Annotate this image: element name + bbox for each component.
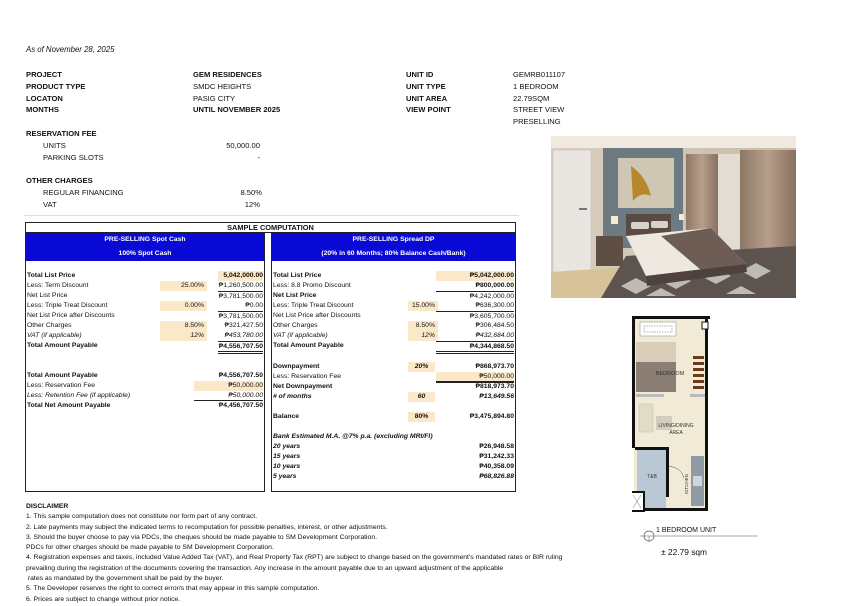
spot-cash-header-subtitle: 100% Spot Cash (118, 250, 172, 257)
vat-value: 12% (244, 200, 260, 209)
vat-label: VAT (43, 200, 57, 209)
disclaimer-title: DISCLAIMER (26, 503, 69, 510)
spread-row-vat: VAT (if applicable) 12% ₱432,684.00 (273, 332, 514, 339)
label-product-type: PRODUCT TYPE (26, 81, 86, 91)
spread-row-promo-discount: Less: 8.8 Promo Discount ₱800,000.00 (273, 282, 514, 289)
disclaimer-line: 2. Late payments may subject the indicated terms to recomputation for possible penalties, interest, or other adjustments. (26, 523, 388, 531)
label-location: LOCATON (26, 93, 63, 103)
unit-info-labels (406, 69, 451, 116)
value-location: PASIG CITY (193, 93, 236, 103)
disclaimer-line: prevailing during the registration of the documents covering the transaction. Any increase in the amount payable due to an upward adjustment of the applicable (26, 564, 504, 572)
reservation-parking-label: PARKING SLOTS (43, 153, 104, 162)
room-label-kitchen: KITCHEN (684, 474, 689, 494)
as-of-date: As of November 28, 2025 (26, 45, 115, 54)
floor-plan-unit-type: 1 BEDROOM UNIT (656, 527, 717, 534)
spread-dp-downpayment: Downpayment 20% ₱868,973.70 (273, 363, 514, 370)
label-project: PROJECT (26, 70, 62, 79)
spot-row-net-after-discounts: Net List Price after Discounts ₱3,781,500.00 (27, 312, 263, 320)
spot-net-retention-fee: Less: Retention Fee (if applicable) ₱50,000.00 (27, 392, 263, 399)
spread-dp-reservation-fee: Less: Reservation Fee ₱50,000.00 (272, 372, 515, 382)
room-label-living-area: AREA (669, 430, 683, 436)
spread-balance: Balance 80% ₱3,475,894.80 (273, 413, 514, 420)
label-view-point: VIEW POINT (406, 105, 451, 115)
spread-row-net-list-price: Net List Price ₱4,242,000.00 (273, 292, 514, 300)
spread-dp-net-downpayment: Net Downpayment ₱818,973.70 (273, 383, 514, 390)
disclaimer-line: PDCs for other charges should be made payable to SM Development Corporation. (26, 544, 274, 552)
spread-row-triple-treat: Less: Triple Treat Discount 15.00% ₱636,300.00 (273, 302, 514, 309)
bank-ma-title: Bank Estimated M.A. @7% p.a. (excluding MRI/FI) (273, 433, 433, 440)
value-unit-area: 22.79SQM (513, 93, 550, 103)
unit-info-values (513, 69, 565, 128)
disclaimer-line: rates as mandated by the government shall be paid by the buyer. (26, 575, 224, 583)
regular-financing-label: REGULAR FINANCING (43, 188, 124, 197)
bedroom-photo (551, 136, 796, 298)
spot-row-other-charges: Other Charges 8.50% ₱321,427.50 (27, 322, 263, 329)
spot-row-term-discount: Less: Term Discount 25.00% ₱1,260,500.00 (27, 282, 263, 289)
label-months: MONTHS (26, 105, 59, 115)
bank-ma-5-years: 5 years ₱68,826.88 (273, 473, 514, 480)
spread-dp-months: # of months 60 ₱13,649.56 (273, 393, 514, 400)
room-label-living: LIVING/DINING (658, 423, 694, 429)
spread-dp-header-title: PRE-SELLING Spread DP (352, 236, 435, 243)
bank-ma-15-years: 15 years ₱31,242.33 (273, 453, 514, 460)
value-sale-status: PRESELLING (513, 117, 561, 127)
label-unit-type: UNIT TYPE (406, 81, 446, 91)
spot-net-reservation-fee: Less: Reservation Fee ₱50,000.00 (27, 382, 263, 389)
reservation-units-value: 50,000.00 (226, 141, 260, 150)
value-months: UNTIL NOVEMBER 2025 (193, 105, 281, 115)
label-unit-id: UNIT ID (406, 70, 434, 79)
other-charges-title: OTHER CHARGES (26, 176, 93, 185)
sample-computation-title: SAMPLE COMPUTATION (25, 222, 516, 233)
spot-net-total-net-amount: Total Net Amount Payable ₱4,456,707.50 (27, 402, 263, 409)
spot-cash-panel (25, 232, 265, 492)
project-info-values (193, 69, 280, 116)
spot-row-vat: VAT (if applicable) 12% ₱453,780.00 (27, 332, 263, 339)
spot-row-total-amount-payable: Total Amount Payable ₱4,556,707.50 (26, 341, 264, 351)
value-unit-type: 1 BEDROOM (513, 81, 559, 91)
spread-row-other-charges: Other Charges 8.50% ₱306,484.50 (273, 322, 514, 329)
spread-row-net-after-discounts: Net List Price after Discounts ₱3,605,700.00 (273, 312, 514, 320)
spread-row-total-amount-payable: Total Amount Payable ₱4,344,868.50 (272, 341, 515, 351)
spot-cash-header-title: PRE-SELLING Spot Cash (104, 236, 186, 243)
floor-plan-area: ± 22.79 sqm (661, 547, 708, 557)
disclaimer-line: 4. Registration expenses and taxes, included Value Added Tax (VAT), and Real Property Tax (RPT) are subject to change based on the government's mandated rates or BIR ruling (26, 554, 563, 562)
spread-dp-header (272, 233, 515, 261)
reservation-parking-value: - (257, 153, 260, 162)
bank-ma-20-years: 20 years ₱26,948.58 (273, 443, 514, 450)
floor-plan (632, 316, 710, 514)
reservation-units-label: UNITS (43, 141, 66, 150)
project-info-labels (26, 69, 86, 116)
disclaimer-line: 6. Prices are subject to change without prior notice. (26, 595, 181, 603)
room-label-tb: T&B (647, 474, 657, 480)
disclaimer (26, 502, 562, 605)
spot-row-total-list-price: Total List Price 5,042,000.00 (27, 272, 263, 279)
spot-cash-header (26, 233, 264, 261)
spread-row-total-list-price: Total List Price ₱5,042,000.00 (273, 272, 514, 279)
regular-financing-value: 8.50% (240, 188, 262, 197)
room-label-bedroom: BEDROOM (655, 371, 685, 377)
spot-row-triple-treat: Less: Triple Treat Discount 0.00% ₱0.00 (27, 302, 263, 309)
spot-net-total-amount-payable: Total Amount Payable ₱4,556,707.50 (27, 372, 263, 379)
spread-dp-panel (271, 232, 516, 492)
disclaimer-line: 5. The Developer reserves the right to correct error/s that may appear in this sample computation. (26, 585, 320, 593)
value-view-point: STREET VIEW (513, 105, 565, 115)
disclaimer-line: 1. This sample computation does not constitute nor form part of any contract. (26, 513, 258, 521)
bank-ma-10-years: 10 years ₱40,358.09 (273, 463, 514, 470)
value-unit-id: GEMRB011107 (513, 70, 566, 79)
spot-row-net-list-price: Net List Price ₱3,781,500.00 (27, 292, 263, 300)
value-project: GEM RESIDENCES (193, 70, 262, 79)
reservation-fee-title: RESERVATION FEE (26, 129, 97, 138)
spread-dp-header-subtitle: (20% in 60 Months; 80% Balance Cash/Bank) (321, 250, 466, 257)
divider (24, 215, 519, 216)
value-product-type: SMDC HEIGHTS (193, 81, 252, 91)
label-unit-area: UNIT AREA (406, 93, 448, 103)
disclaimer-line: 3. Should the buyer choose to pay via PDCs, the cheques should be made payable to SM Development Corporation. (26, 533, 378, 541)
